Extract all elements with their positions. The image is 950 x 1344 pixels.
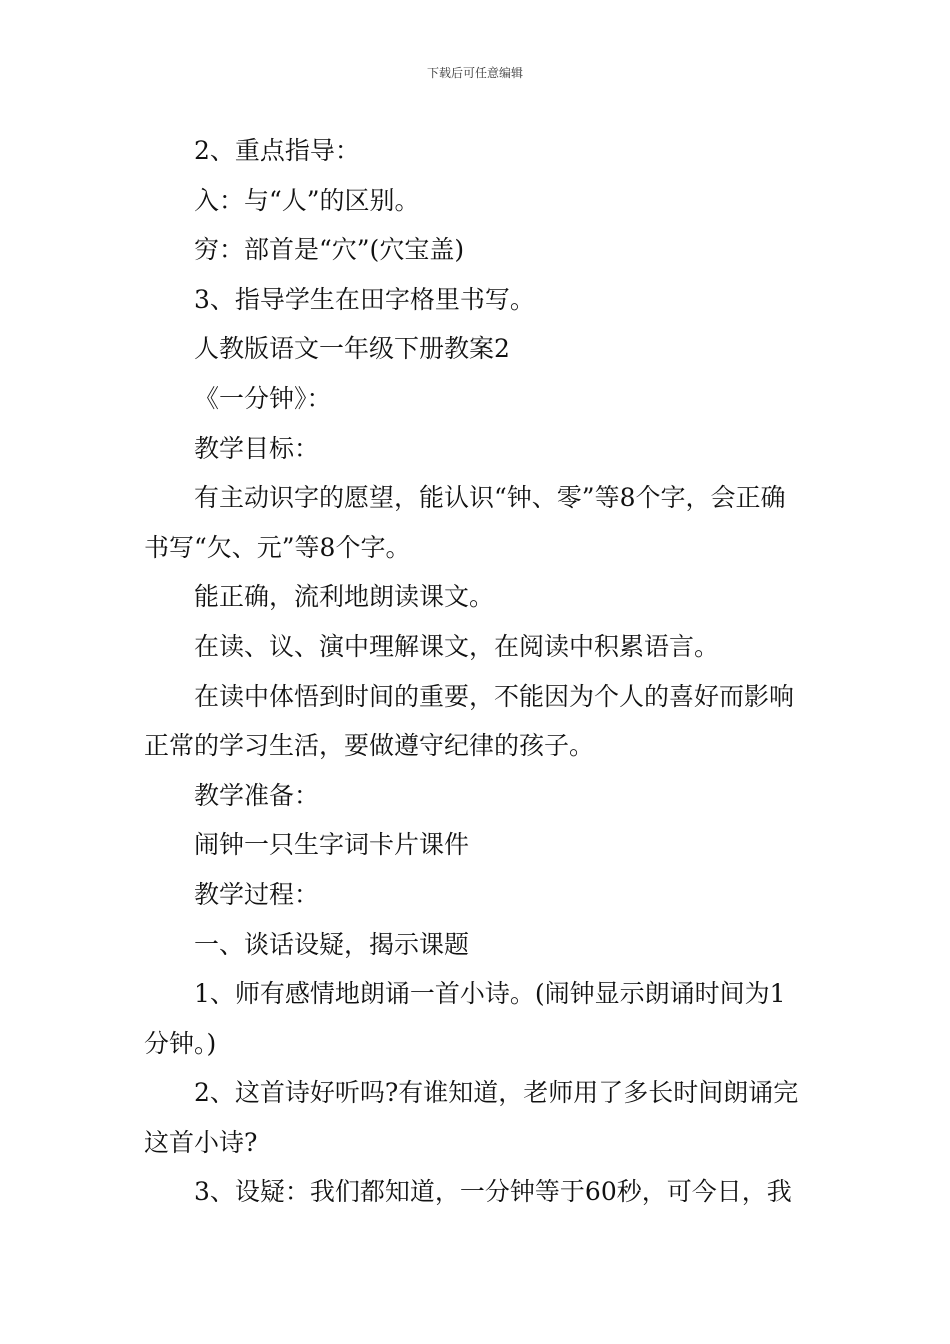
paragraph: 能正确，流利地朗读课文。 [194,582,495,612]
paragraph: 教学准备： [194,780,320,810]
lesson-title: 《一分钟》： [194,383,332,413]
paragraph: 闹钟一只生字词卡片课件 [194,830,470,860]
paragraph: 2、这首诗好听吗?有谁知道，老师用了多长时间朗诵完这首小诗? [144,1078,799,1157]
paragraph: 1、师有感情地朗诵一首小诗。(闹钟显示朗诵时间为1分钟。) [144,979,786,1058]
paragraph: 一、谈话设疑，揭示课题 [194,929,470,959]
paragraph: 教学过程： [194,879,320,909]
paragraph: 入：与“人”的区别。 [194,185,420,215]
paragraph: 在读中体悟到时间的重要，不能因为个人的喜好而影响正常的学习生活，要做遵守纪律的孩子。 [144,681,795,761]
page-header-note: 下载后可任意编辑 [426,66,523,80]
paragraph: 有主动识字的愿望，能认识“钟、零”等8个字，会正确书写“欠、元”等8个字。 [144,483,786,562]
paragraph: 在读、议、演中理解课文，在阅读中积累语言。 [194,631,720,661]
document-body [144,126,808,1217]
paragraph: 教学目标： [194,433,320,463]
paragraph: 3、设疑：我们都知道，一分钟等于60秒，可今日，我 [194,1177,792,1207]
paragraph: 2、重点指导： [194,136,360,165]
section-title: 人教版语文一年级下册教案2 [194,334,510,364]
paragraph: 3、指导学生在田字格里书写。 [194,284,535,314]
paragraph: 穷：部首是“穴”(穴宝盖) [194,235,465,265]
